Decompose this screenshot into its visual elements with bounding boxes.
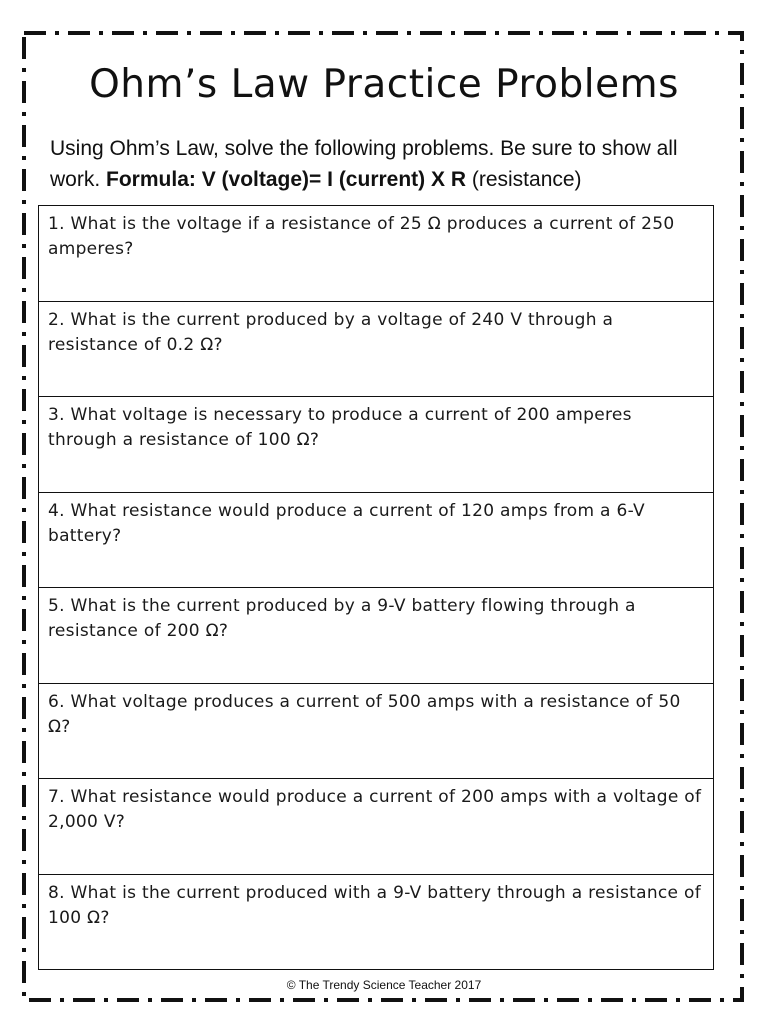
problem-7: 7. What resistance would produce a current of 200 amps with a voltage of 2,000 V? — [39, 778, 713, 874]
page-title: Ohm’s Law Practice Problems — [89, 62, 679, 107]
formula-text: Formula: V (voltage)= I (current) X R — [106, 168, 466, 191]
problem-5: 5. What is the current produced by a 9-V battery flowing through a resistance of 200 Ω? — [39, 587, 713, 683]
problem-2: 2. What is the current produced by a voltage of 240 V through a resistance of 0.2 Ω? — [39, 301, 713, 397]
formula-suffix: (resistance) — [471, 168, 582, 191]
copyright-footer: © The Trendy Science Teacher 2017 — [286, 978, 482, 992]
problem-1: 1. What is the voltage if a resistance of 25 Ω produces a current of 250 amperes? — [48, 214, 675, 259]
problem-3: 3. What voltage is necessary to produce a current of 200 amperes through a resistance of 100 Ω? — [39, 396, 713, 492]
instructions-text: Using Ohm’s Law, solve the following problems. Be sure to show all work. — [50, 137, 678, 191]
instructions — [50, 133, 730, 195]
problem-4: 4. What resistance would produce a current of 120 amps from a 6-V battery? — [39, 492, 713, 588]
problem-8: 8. What is the current produced with a 9-V battery through a resistance of 100 Ω? — [39, 874, 713, 970]
problem-table — [38, 205, 714, 970]
problem-6: 6. What voltage produces a current of 500 amps with a resistance of 50 Ω? — [39, 683, 713, 779]
